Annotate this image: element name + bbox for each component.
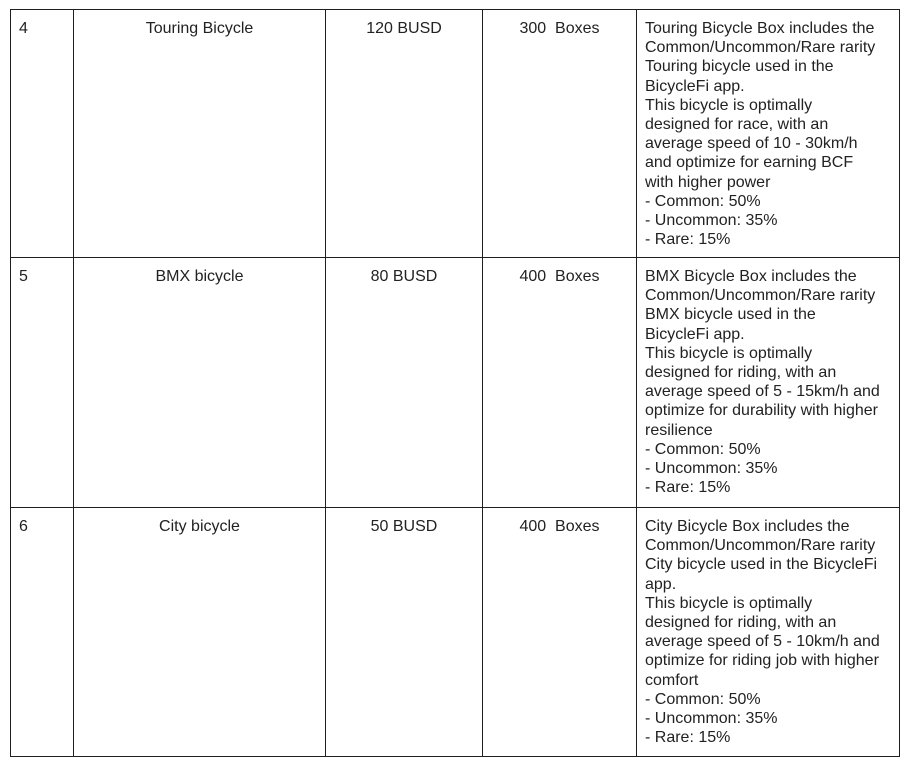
description-line: BMX Bicycle Box includes the: [645, 268, 857, 285]
description-line: - Common: 50%: [645, 440, 761, 458]
description-line: designed for riding, with an: [645, 364, 837, 382]
description-line: designed for race, with an: [645, 116, 829, 134]
description-line: resilience: [645, 421, 713, 439]
bicycle-name: City bicycle: [74, 508, 326, 757]
bicycle-name: Touring Bicycle: [74, 10, 326, 258]
box-price: 80 BUSD: [326, 258, 483, 508]
bicycle-box-table: [10, 9, 900, 757]
description-line: optimize for riding job with higher: [645, 652, 879, 670]
description-line: average speed of 10 - 30km/h: [645, 135, 858, 153]
box-quantity: 300 Boxes: [483, 10, 637, 258]
description-line: Common/Uncommon/Rare rarity: [645, 537, 876, 555]
box-description: [637, 508, 900, 757]
description-line: comfort: [645, 671, 699, 689]
description-line: BicycleFi app.: [645, 77, 745, 95]
description-line: BicycleFi app.: [645, 325, 745, 343]
description-line: designed for riding, with an: [645, 614, 837, 632]
description-line: City Bicycle Box includes the: [645, 518, 850, 535]
description-line: average speed of 5 - 10km/h and: [645, 633, 880, 651]
description-line: with higher power: [645, 173, 771, 191]
box-quantity: 400 Boxes: [483, 258, 637, 508]
row-number: 6: [11, 508, 74, 757]
box-description: [637, 10, 900, 258]
description-line: app.: [645, 575, 677, 593]
description-line: - Rare: 15%: [645, 479, 731, 497]
description-line: BMX bicycle used in the: [645, 306, 816, 324]
bicycle-name: BMX bicycle: [74, 258, 326, 508]
description-line: - Rare: 15%: [645, 729, 731, 747]
description-line: This bicycle is optimally: [645, 96, 813, 114]
description-line: - Rare: 15%: [645, 231, 731, 249]
description-line: This bicycle is optimally: [645, 594, 813, 612]
description-line: - Uncommon: 35%: [645, 212, 778, 230]
description-line: Touring Bicycle Box includes the: [645, 20, 875, 37]
table-row: [11, 258, 900, 508]
description-line: - Uncommon: 35%: [645, 710, 778, 728]
description-line: optimize for durability with higher: [645, 402, 878, 420]
description-line: City bicycle used in the BicycleFi: [645, 556, 878, 574]
description-line: Common/Uncommon/Rare rarity: [645, 287, 876, 305]
box-price: 50 BUSD: [326, 508, 483, 757]
box-quantity: 400 Boxes: [483, 508, 637, 757]
row-number: 4: [11, 10, 74, 258]
table-row: [11, 508, 900, 757]
table-row: [11, 10, 900, 258]
description-line: average speed of 5 - 15km/h and: [645, 383, 880, 401]
description-line: - Common: 50%: [645, 192, 761, 210]
box-description: [637, 258, 900, 508]
description-line: Common/Uncommon/Rare rarity: [645, 39, 876, 57]
row-number: 5: [11, 258, 74, 508]
box-price: 120 BUSD: [326, 10, 483, 258]
description-line: - Common: 50%: [645, 690, 761, 708]
description-line: This bicycle is optimally: [645, 344, 813, 362]
description-line: Touring bicycle used in the: [645, 58, 834, 76]
description-line: and optimize for earning BCF: [645, 154, 854, 172]
description-line: - Uncommon: 35%: [645, 460, 778, 478]
